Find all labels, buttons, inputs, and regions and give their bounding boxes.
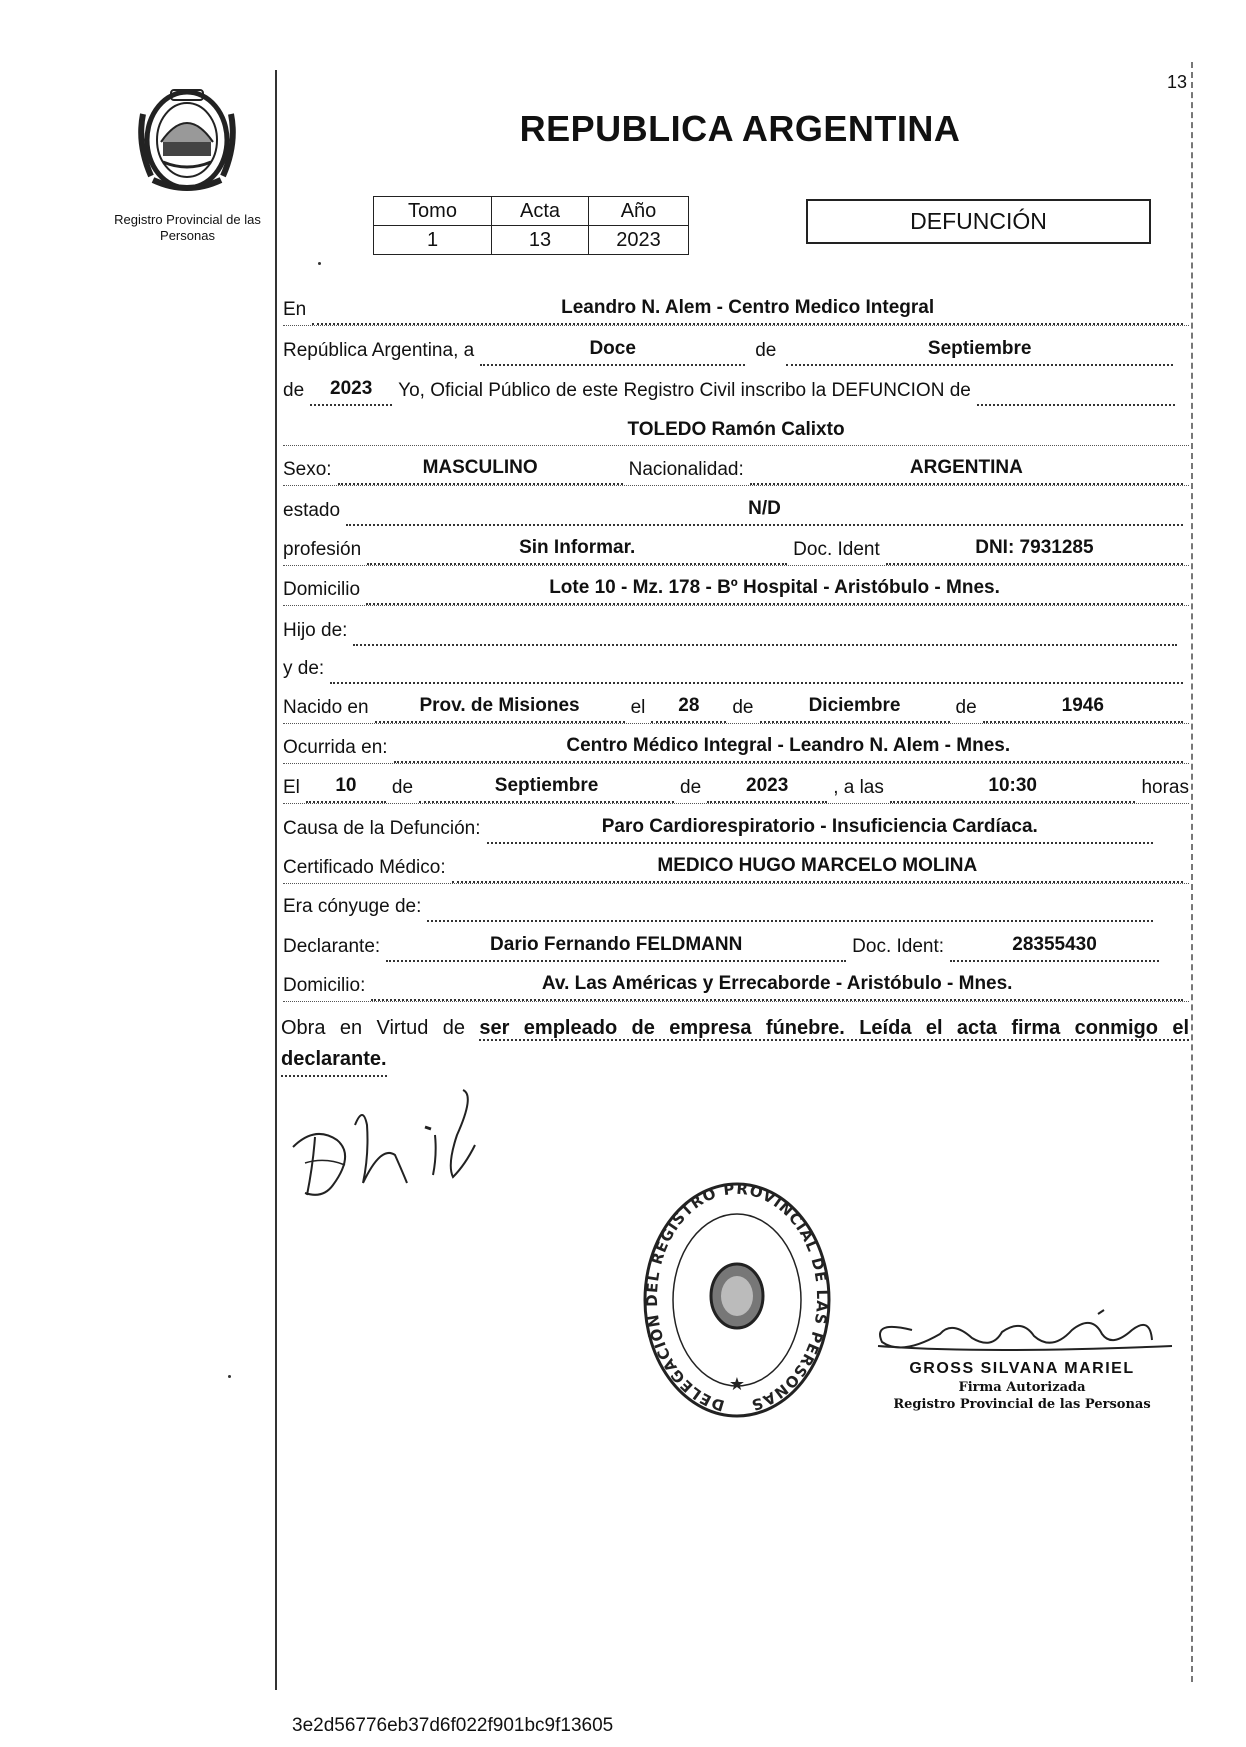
ano-value: 2023 [589,226,689,255]
obra-text-continuation: declarante. [281,1044,387,1077]
row-profession [283,530,1189,566]
conyuge-label: Era cónyuge de: [283,896,422,917]
obra-text: ser empleado de empresa fúnebre. Leída el acta firma conmigo el [479,1017,1189,1039]
row-estado [283,490,1189,526]
death-time-field: 10:30 [890,775,1136,803]
nacionalidad-field: ARGENTINA [750,457,1183,485]
row-inscription [283,370,1189,406]
estado-field: N/D [346,498,1183,526]
row-and-of [283,648,1189,684]
El-label: El [283,777,300,798]
row-spouse [283,886,1189,922]
row-death-date [283,768,1189,804]
domicilio-label: Domicilio [283,579,361,600]
document-type-box: DEFUNCIÓN [806,199,1151,244]
row-sex-nationality [283,450,1189,486]
decl-doc-label: Doc. Ident: [852,936,945,957]
row-place [283,290,1189,326]
tomo-value: 1 [374,226,492,255]
tomo-header: Tomo [374,197,492,226]
row-declarant-domicile [283,966,1189,1002]
signatory-block [872,1360,1172,1412]
scan-speck [228,1375,231,1378]
row-date [283,330,1189,366]
sexo-label: Sexo: [283,459,332,480]
reference-table [373,196,689,255]
conyuge-field [427,916,1153,922]
row-occurred [283,728,1189,764]
nacido-en-field: Prov. de Misiones [375,695,625,723]
nacido-label: Nacido en [283,697,369,718]
en-label: En [283,299,307,320]
profesion-label: profesión [283,539,362,560]
certificado-label: Certificado Médico: [283,857,446,878]
row-cause [283,808,1189,844]
doc-ident-label: Doc. Ident [793,539,880,560]
row-birth [283,688,1189,724]
obra-label: Obra en Virtud de [281,1017,465,1039]
domicilio-field: Lote 10 - Mz. 178 - Bº Hospital - Aristóbulo - Mnes. [366,577,1183,605]
horas-label: horas [1141,777,1189,798]
declarante-field: Dario Fernando FELDMANN [386,934,846,962]
alas-label: , a las [833,777,884,798]
decl-domicilio-field: Av. Las Américas y Errecaborde - Aristóbulo - Mnes. [371,973,1183,1001]
signatory-organization: Registro Provincial de las Personas [893,1397,1151,1412]
ocurrida-field: Centro Médico Integral - Leandro N. Alem - Mnes. [394,735,1183,763]
declarant-signature [285,1085,485,1220]
birth-day-field: 28 [651,695,726,723]
hijo-field [353,640,1177,646]
ano-header: Año [589,197,689,226]
certificado-field: MEDICO HUGO MARCELO MOLINA [452,855,1183,883]
birth-year-field: 1946 [983,695,1183,723]
month-field: Septiembre [786,338,1173,366]
ocurrida-label: Ocurrida en: [283,737,388,758]
hijo-label: Hijo de: [283,620,348,641]
day-field: Doce [480,338,745,366]
closing-statement [281,1013,1189,1044]
scan-speck [318,262,321,265]
death-month-field: Septiembre [419,775,674,803]
nacionalidad-label: Nacionalidad: [628,459,744,480]
place-field: Leandro N. Alem - Centro Medico Integral [312,297,1183,325]
inscribo-blank [977,400,1175,406]
row-deceased [283,410,1189,446]
declarante-label: Declarante: [283,936,381,957]
signatory-name: GROSS SILVANA MARIEL [909,1360,1135,1377]
profesion-field: Sin Informar. [367,537,787,565]
inscribo-text: Yo, Oficial Público de este Registro Civil inscribo la DEFUNCION de [398,380,971,401]
yde-field [330,678,1183,684]
page-number: 13 [1167,72,1188,92]
deceased-name-field: TOLEDO Ramón Calixto [627,419,845,440]
estado-label: estado [283,500,341,521]
death-day-field: 10 [306,775,386,803]
yde-label: y de: [283,658,325,679]
row-declarant [283,926,1189,962]
seal-text: DELEGACIÓN DEL REGISTRO PROVINCIAL DE LAS PERSONAS [642,1180,832,1415]
left-margin-rule [275,70,277,1690]
year-field: 2023 [310,378,392,406]
causa-field: Paro Cardiorespiratorio - Insuficiencia Cardíaca. [487,816,1153,844]
decl-doc-field: 28355430 [950,934,1159,962]
row-child-of [283,610,1189,646]
de-birth-year-label: de [955,697,977,718]
doc-ident-field: DNI: 7931285 [886,537,1183,565]
de-year-label: de [283,380,305,401]
row-domicile [283,570,1189,606]
document-hash: 3e2d56776eb37d6f022f901bc9f13605 [292,1715,614,1736]
sexo-field: MASCULINO [338,457,623,485]
de-death-label: de [391,777,414,798]
republica-label: República Argentina, a [283,340,475,361]
causa-label: Causa de la Defunción: [283,818,481,839]
de-label: de [755,340,777,361]
signatory-role: Firma Autorizada [958,1380,1086,1395]
birth-month-field: Diciembre [760,695,950,723]
svg-text:★: ★ [728,1374,746,1395]
agency-name: Registro Provincial de las Personas [114,212,261,243]
misiones-coat-of-arms-logo [133,84,241,196]
acta-header: Acta [492,197,589,226]
de-death-year-label: de [680,777,702,798]
official-signature [852,1290,1182,1370]
el-label: el [630,697,646,718]
death-year-field: 2023 [707,775,827,803]
row-certificate [283,848,1189,884]
de-birth-label: de [732,697,754,718]
official-seal [642,1180,832,1420]
right-margin-rule [1191,62,1193,1682]
decl-domicilio-label: Domicilio: [283,975,366,996]
acta-value: 13 [492,226,589,255]
page-title: REPUBLICA ARGENTINA [519,108,961,149]
